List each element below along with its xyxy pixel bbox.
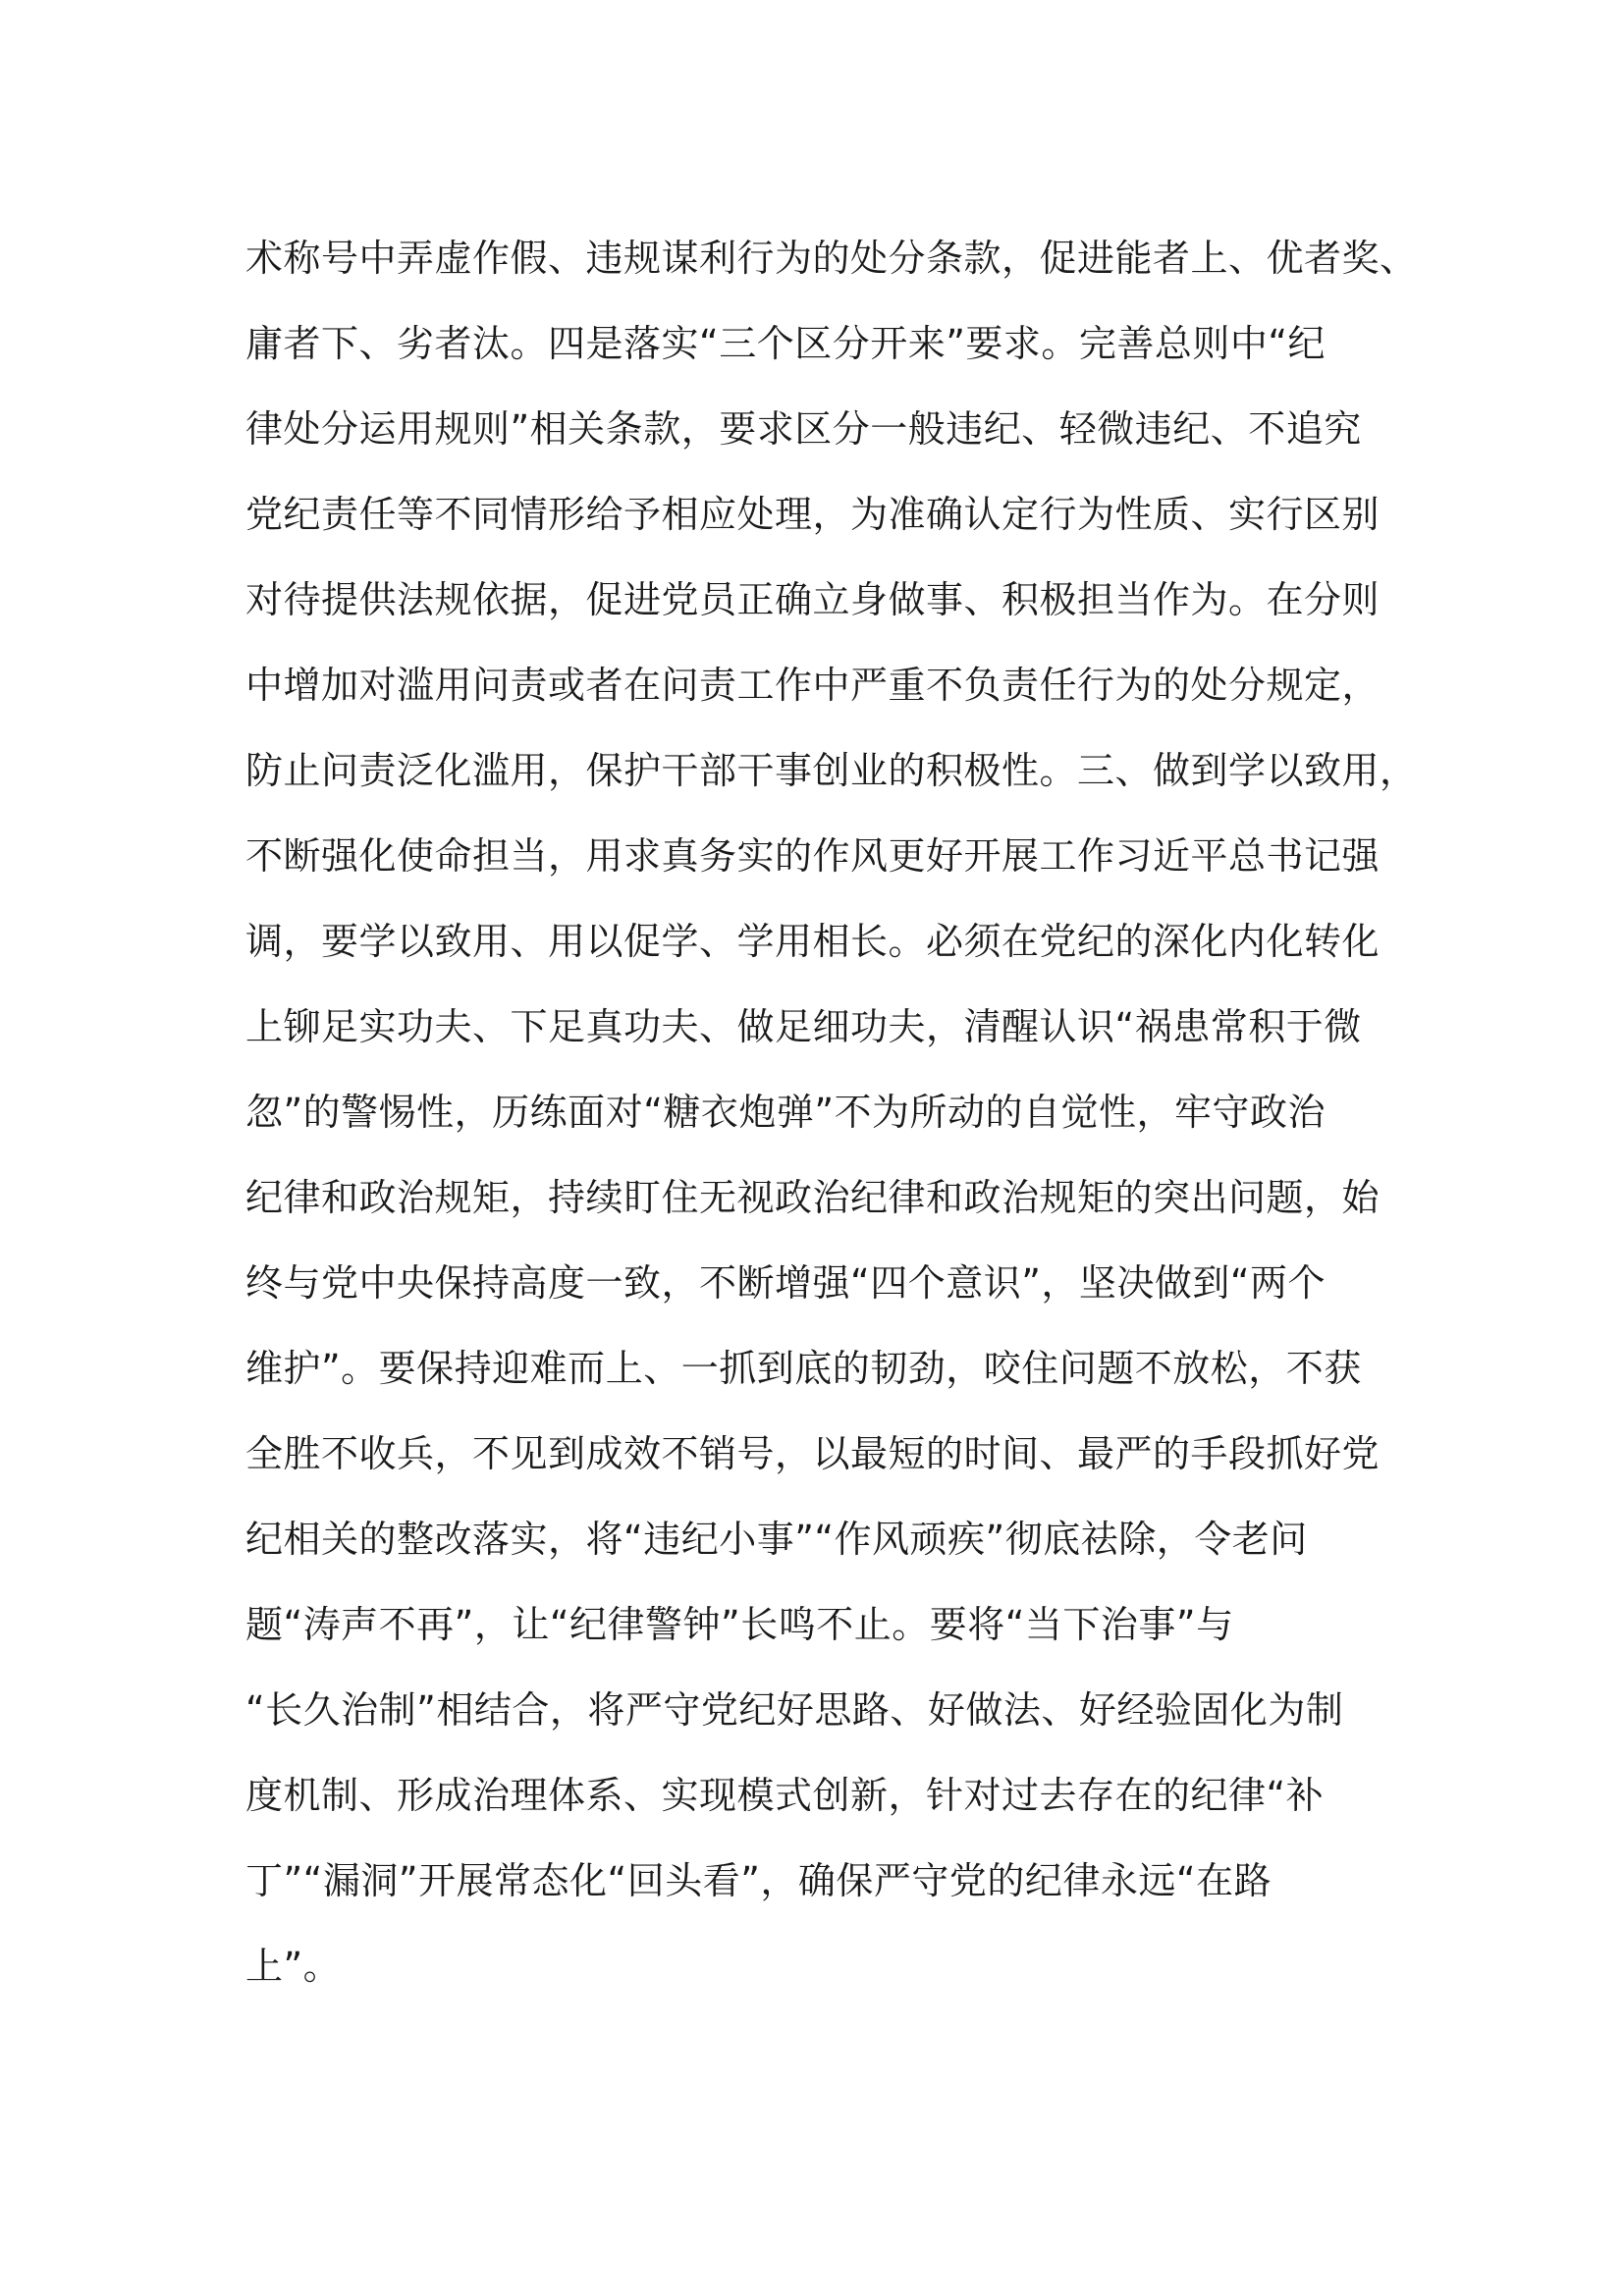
text-line: 终与党中央保持高度一致，不断增强“四个意识”，坚决做到“两个 (245, 1261, 1326, 1305)
body-paragraph (245, 224, 1418, 2017)
text-line: 度机制、形成治理体系、实现模式创新，针对过去存在的纪律“补 (245, 1774, 1325, 1817)
text-line: 全胜不收兵，不见到成效不销号，以最短的时间、最严的手段抓好党 (245, 1432, 1380, 1475)
text-line: 上”。 (245, 1945, 342, 1988)
text-line: 术称号中弄虚作假、违规谋利行为的处分条款，促进能者上、优者奖、 (245, 237, 1418, 280)
text-line: 防止问责泛化滥用，保护干部干事创业的积极性。三、做到学以致用， (245, 749, 1418, 792)
text-line: 中增加对滥用问责或者在问责工作中严重不负责任行为的处分规定， (245, 664, 1380, 707)
text-line: 律处分运用规则”相关条款，要求区分一般违纪、轻微违纪、不追究 (245, 407, 1362, 451)
text-line: 对待提供法规依据，促进党员正确立身做事、积极担当作为。在分则 (245, 578, 1380, 621)
text-line: 庸者下、劣者汰。四是落实“三个区分开来”要求。完善总则中“纪 (245, 322, 1326, 365)
text-line: 忽”的警惕性，历练面对“糖衣炮弹”不为所动的自觉性，牢守政治 (245, 1091, 1326, 1134)
text-line: “长久治制”相结合，将严守党纪好思路、好做法、好经验固化为制 (245, 1688, 1344, 1732)
text-line: 纪相关的整改落实，将“违纪小事”“作风顽疾”彻底祛除，令老问 (245, 1518, 1308, 1561)
text-line: 调，要学以致用、用以促学、学用相长。必须在党纪的深化内化转化 (245, 920, 1380, 963)
text-line: 不断强化使命担当，用求真务实的作风更好开展工作习近平总书记强 (245, 834, 1380, 878)
text-line: 丁”“漏洞”开展常态化“回头看”，确保严守党的纪律永远“在路 (245, 1859, 1272, 1902)
text-line: 党纪责任等不同情形给予相应处理，为准确认定行为性质、实行区别 (245, 493, 1380, 536)
text-line: 纪律和政治规矩，持续盯住无视政治纪律和政治规矩的突出问题，始 (245, 1176, 1380, 1219)
text-line: 上铆足实功夫、下足真功夫、做足细功夫，清醒认识“祸患常积于微 (245, 1005, 1362, 1048)
text-line: 题“涛声不再”，让“纪律警钟”长鸣不止。要将“当下治事”与 (245, 1603, 1234, 1646)
text-line: 维护”。要保持迎难而上、一抓到底的韧劲，咬住问题不放松，不获 (245, 1347, 1362, 1390)
